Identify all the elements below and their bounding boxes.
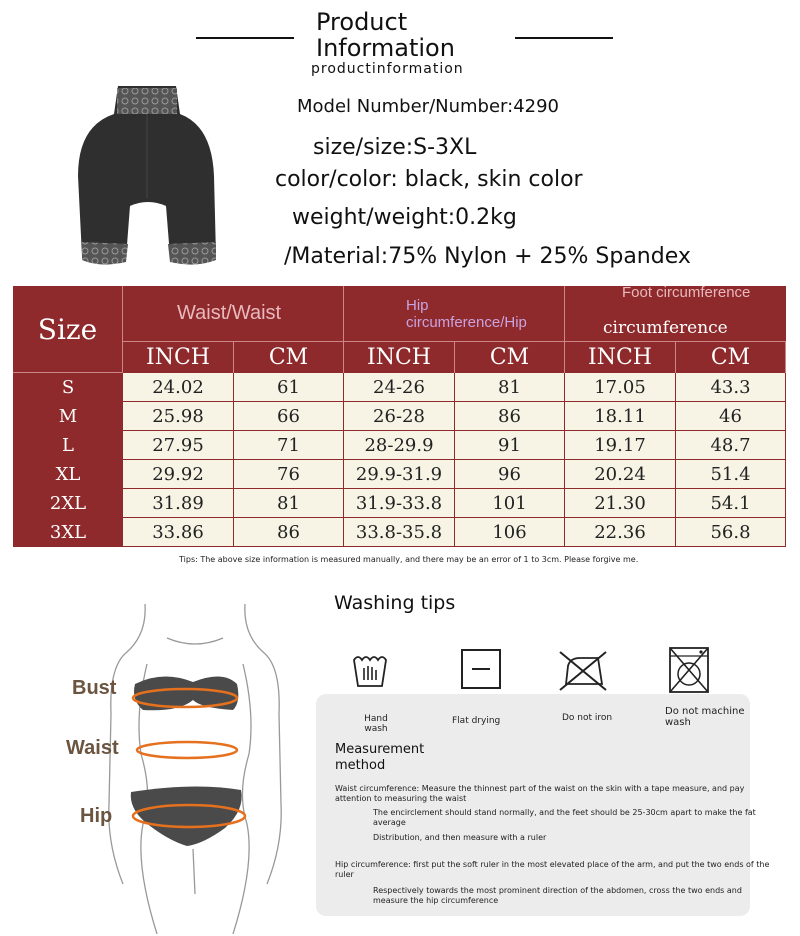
hip-group-header [344, 286, 565, 342]
table-cell: 21.30 [565, 489, 676, 518]
table-cell: 24-26 [344, 373, 455, 402]
unit-header: INCH [344, 342, 455, 373]
table-cell: 19.17 [565, 431, 676, 460]
flat-drying-icon [460, 648, 502, 690]
page-title-line1: Product [316, 8, 408, 36]
unit-header: CM [455, 342, 565, 373]
table-cell: 48.7 [676, 431, 786, 460]
table-cell: 54.1 [676, 489, 786, 518]
foot-group-label-2: circumference [603, 318, 728, 338]
hand-wash-icon [352, 652, 388, 690]
table-cell: 20.24 [565, 460, 676, 489]
washing-title: Washing tips [334, 592, 456, 614]
unit-header: INCH [123, 342, 234, 373]
waist-group-header [123, 286, 344, 342]
table-cell: 86 [234, 518, 344, 547]
table-cell: 46 [676, 402, 786, 431]
waist-group-label: Waist/Waist [177, 302, 282, 324]
measurement-title: Measurement method [335, 742, 425, 773]
page-subtitle: productinformation [311, 61, 464, 77]
waist-method-1: Waist circumference: Measure the thinnest part of the waist on the skin with a tape measure, and pay attention to measuring the waist [335, 784, 745, 803]
table-cell: 24.02 [123, 373, 234, 402]
weight-info: weight/weight:0.2kg [292, 205, 517, 230]
body-figure [105, 604, 285, 934]
size-row-label: XL [55, 464, 81, 485]
unit-header: CM [676, 342, 786, 373]
table-cell: 61 [234, 373, 344, 402]
unit-header: INCH [565, 342, 676, 373]
page-title-line2: Information [316, 34, 455, 62]
no-machine-wash-icon [668, 646, 710, 694]
color-info: color/color: black, skin color [275, 167, 583, 192]
foot-group-label-1: Foot circumference [622, 284, 751, 301]
do-not-iron-icon [558, 648, 608, 692]
hip-method-2: Respectively towards the most prominent direction of the abdomen, cross the two ends and measure the hip circumference [373, 886, 742, 905]
bust-label: Bust [72, 677, 117, 699]
model-number: Model Number/Number:4290 [297, 96, 560, 117]
hip-group-label-2: circumference/Hip [406, 313, 527, 331]
table-cell: 31.89 [123, 489, 234, 518]
product-image [70, 86, 220, 278]
waist-method-2: The encirclement should stand normally, and the feet should be 25-30cm apart to make the fat average [373, 808, 756, 827]
table-cell: 22.36 [565, 518, 676, 547]
hand-wash-label: Hand wash [364, 714, 388, 734]
table-cell: 27.95 [123, 431, 234, 460]
waist-method-3: Distribution, and then measure with a ruler [373, 833, 547, 842]
title-rule-right [515, 37, 613, 39]
do-not-iron-label: Do not iron [562, 713, 613, 723]
table-cell: 17.05 [565, 373, 676, 402]
size-row-label: 2XL [49, 493, 87, 514]
table-cell: 29.92 [123, 460, 234, 489]
size-table [13, 286, 786, 547]
table-cell: 29.9-31.9 [344, 460, 455, 489]
table-cell: 106 [455, 518, 565, 547]
size-row-label: L [62, 435, 74, 456]
table-cell: 26-28 [344, 402, 455, 431]
table-cell: 86 [455, 402, 565, 431]
table-cell: 81 [455, 373, 565, 402]
table-cell: 81 [234, 489, 344, 518]
table-cell: 71 [234, 431, 344, 460]
size-row-label: S [61, 377, 75, 398]
table-cell: 56.8 [676, 518, 786, 547]
table-cell: 51.4 [676, 460, 786, 489]
unit-header: CM [234, 342, 344, 373]
hip-label: Hip [80, 805, 113, 827]
table-cell: 18.11 [565, 402, 676, 431]
table-cell: 91 [455, 431, 565, 460]
table-cell: 33.8-35.8 [344, 518, 455, 547]
table-cell: 31.9-33.8 [344, 489, 455, 518]
material-info: /Material:75% Nylon + 25% Spandex [284, 244, 691, 269]
size-range: size/size:S-3XL [313, 135, 477, 160]
table-cell: 66 [234, 402, 344, 431]
size-tip: Tips: The above size information is measured manually, and there may be an error of 1 to 3cm. Please forgive me. [179, 555, 639, 564]
title-rule-left [196, 37, 294, 39]
table-cell: 96 [455, 460, 565, 489]
table-cell: 43.3 [676, 373, 786, 402]
no-machine-wash-label: Do not machine wash [665, 706, 745, 728]
waist-label: Waist [66, 737, 119, 759]
size-row-label: 3XL [49, 522, 87, 543]
table-cell: 101 [455, 489, 565, 518]
table-cell: 28-29.9 [344, 431, 455, 460]
foot-group-header [565, 286, 786, 342]
hip-group-label-1: Hip [406, 296, 429, 314]
table-cell: 76 [234, 460, 344, 489]
flat-drying-label: Flat drying [452, 716, 501, 726]
hip-method-1: Hip circumference: first put the soft ruler in the most elevated place of the arm, and put the two ends of the ruler [335, 860, 770, 879]
size-column-header: Size [13, 286, 123, 373]
table-cell: 25.98 [123, 402, 234, 431]
size-row-label: M [58, 406, 78, 427]
table-cell: 33.86 [123, 518, 234, 547]
